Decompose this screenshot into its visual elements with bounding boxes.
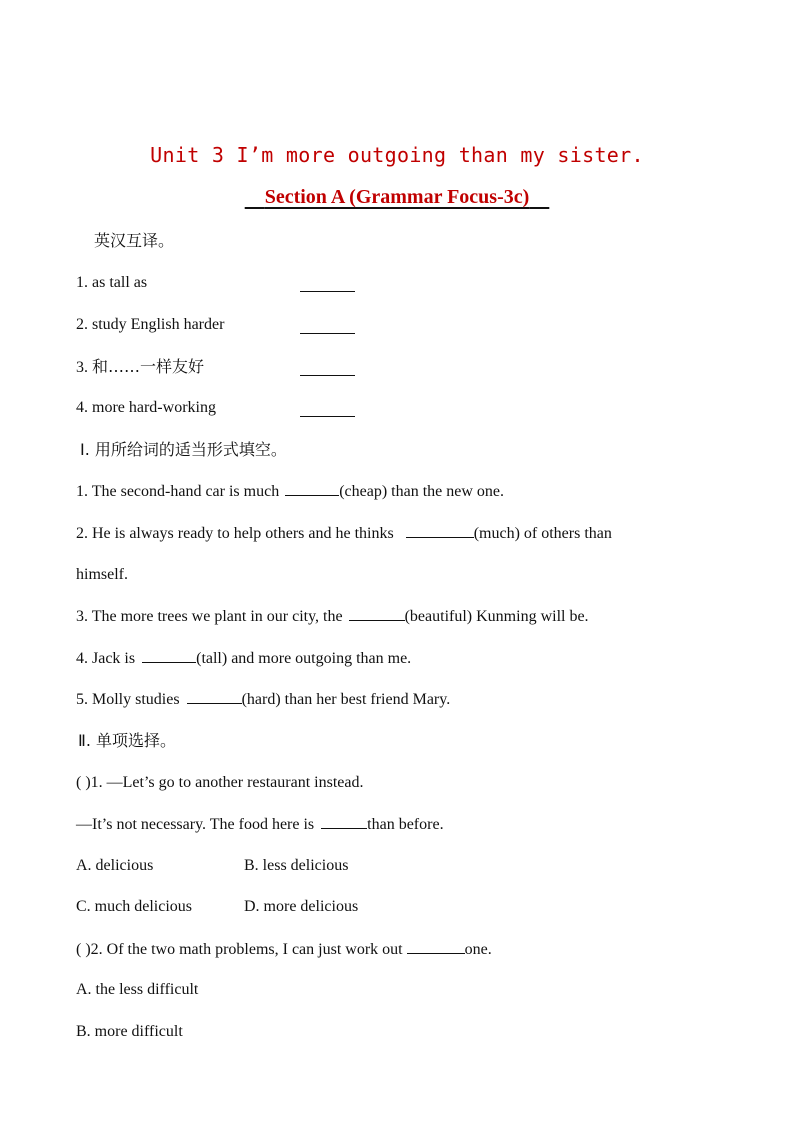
question-text: 3. The more trees we plant in our city, the [76, 608, 343, 625]
section1-question-1 [76, 481, 504, 502]
fill-blank[interactable] [349, 606, 405, 621]
page-subtitle [0, 186, 794, 209]
fill-blank[interactable] [406, 523, 474, 538]
section1-question-4 [76, 648, 411, 669]
question-text-after: (cheap) than the new one. [339, 483, 505, 500]
section2-question-1 [76, 773, 363, 793]
question-text-after: than before. [367, 816, 444, 833]
section2-heading: Ⅱ. 单项选择。 [78, 731, 177, 750]
section2-q2-option-a[interactable]: A. the less difficult [76, 981, 199, 998]
fill-blank[interactable] [142, 648, 196, 663]
question-text-after: (much) of others than [473, 525, 612, 542]
fill-blank [321, 814, 367, 829]
translate-answer-blank-1[interactable] [300, 277, 355, 292]
page-title: Unit 3 I’m more outgoing than my sister. [150, 143, 644, 167]
section2-q1-option-c[interactable]: C. much delicious [76, 898, 192, 915]
section1-question-3 [76, 606, 589, 627]
question-text-after: (tall) and more outgoing than me. [196, 650, 412, 667]
section2-q2-option-b[interactable]: B. more difficult [76, 1023, 183, 1040]
fill-blank [407, 939, 465, 954]
section2-q1-option-b[interactable]: B. less delicious [244, 857, 349, 874]
item-number: 3. [76, 359, 88, 376]
question-text: 1. The second-hand car is much [76, 483, 280, 500]
translate-answer-blank-4[interactable] [300, 402, 355, 417]
item-number: 4. [76, 399, 88, 416]
question-text: —It’s not necessary. The food here is [76, 816, 315, 833]
question-text: 4. Jack is [76, 650, 136, 667]
item-text: as tall as [92, 274, 148, 291]
section1-heading: Ⅰ. 用所给词的适当形式填空。 [80, 440, 287, 459]
section2-question-1-line2 [76, 814, 444, 835]
question-text-after: (hard) than her best friend Mary. [241, 691, 451, 708]
translate-item-4 [76, 398, 216, 418]
section2-question-2 [76, 939, 492, 960]
translate-item-3 [76, 357, 204, 378]
item-number: 2. [76, 316, 88, 333]
answer-parentheses[interactable]: ( ) [76, 774, 91, 791]
translate-answer-blank-2[interactable] [300, 319, 355, 334]
section2-q1-option-a[interactable]: A. delicious [76, 857, 154, 874]
item-number: 1. [76, 274, 88, 291]
item-text: 和……一样友好 [92, 357, 205, 376]
item-text: more hard-working [92, 399, 216, 416]
subtitle-underline [245, 186, 550, 208]
translate-answer-blank-3[interactable] [300, 361, 355, 376]
fill-blank[interactable] [187, 689, 242, 704]
question-text: 2. He is always ready to help others and he thinks [76, 525, 394, 542]
translate-heading: 英汉互译。 [94, 231, 175, 250]
question-text: 5. Molly studies [76, 691, 180, 708]
translate-item-2 [76, 315, 224, 335]
fill-blank[interactable] [285, 481, 339, 496]
subtitle-text: Section A (Grammar Focus-3c) [264, 186, 530, 208]
question-text-after: one. [464, 941, 492, 958]
section2-q1-option-d[interactable]: D. more delicious [244, 898, 359, 915]
item-text: study English harder [92, 316, 225, 333]
answer-parentheses[interactable]: ( ) [76, 941, 91, 958]
question-text: 2. Of the two math problems, I can just work out [90, 941, 403, 958]
question-text-after: (beautiful) Kunming will be. [404, 608, 589, 625]
translate-item-1 [76, 273, 147, 293]
question-text: 1. —Let’s go to another restaurant instead. [90, 774, 364, 791]
section1-question-5 [76, 689, 450, 710]
section1-question-2-continued: himself. [76, 566, 128, 583]
section1-question-2 [76, 523, 718, 544]
